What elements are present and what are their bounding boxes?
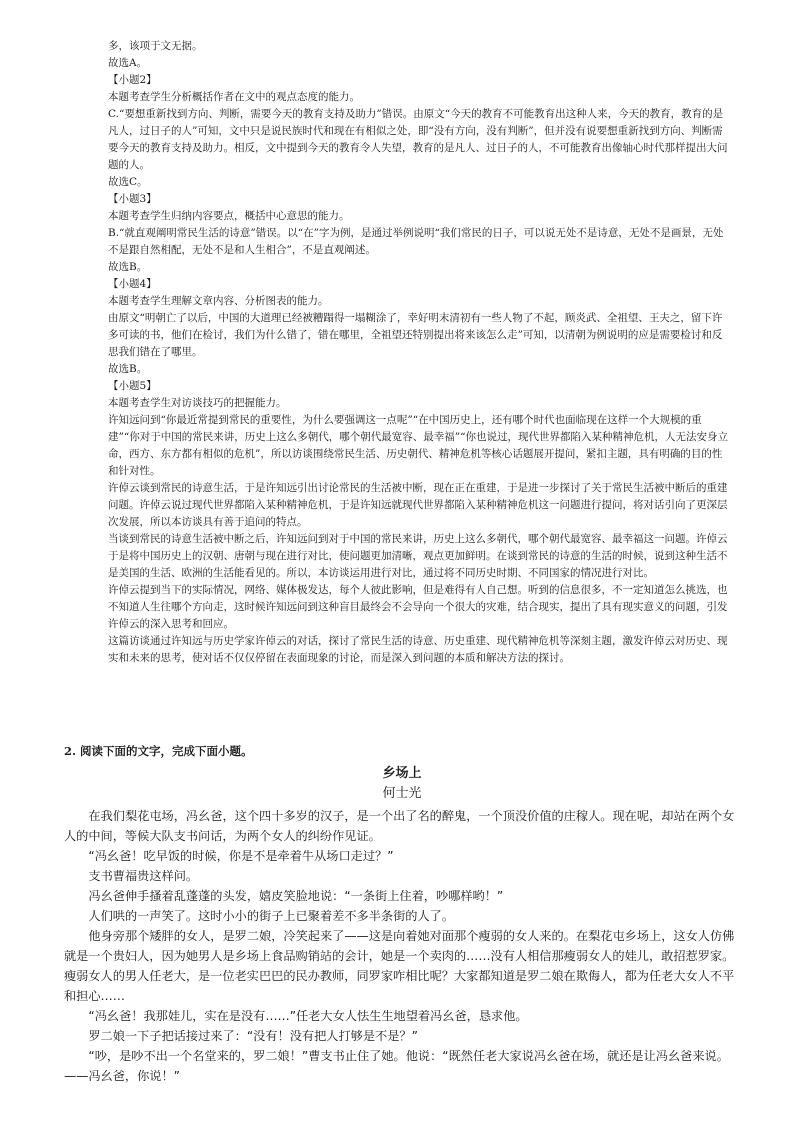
analysis-line: B.“就直观阐明常民生活的诗意”错误。以“在”字为例，是通过举例说明“我们常民的日子，可以说无处不是诗意，无处不是画景，无处不是跟自然相配，无处不是和人生相合”，不是直观阐述。 — [108, 227, 724, 256]
story-paragraph: “冯幺爸！我那娃儿，实在是没有……”任老大女人怯生生地望着冯幺爸，恳求他。 — [88, 1009, 528, 1023]
analysis-line: 本题考查学生分析概括作者在文中的观点态度的能力。 — [108, 91, 360, 103]
story-paragraph: 罗二娘一下子把话接过来了：“没有！没有把人打够是不是？” — [88, 1029, 418, 1043]
analysis-line: 本题考查学生对访谈技巧的把握能力。 — [108, 397, 287, 409]
story-paragraph: 支书曹福贵这样问。 — [88, 869, 199, 883]
analysis-line: 【小题4】 — [108, 278, 157, 290]
analysis-line: 这篇访谈通过许知远与历史学家许倬云的对话，探讨了常民生活的诗意、历史重建、现代精神危机等深刻主题，激发许倬云对历史、现实和未来的思考，使对话不仅仅停留在表面现象的讨论，而是深入到问题的本质和解决方法的探讨。 — [108, 635, 728, 664]
analysis-line: 【小题2】 — [108, 74, 157, 86]
story-author: 何士光 — [382, 786, 422, 801]
analysis-line: 多，该项于文无据。 — [108, 40, 203, 52]
analysis-line: 本题考查学生归纳内容要点，概括中心意思的能力。 — [108, 210, 350, 222]
analysis-line: 【小题5】 — [108, 380, 157, 392]
story-paragraph: 人们哄的一声笑了。这时小小的街子上已聚着差不多半条街的人了。 — [88, 909, 455, 923]
analysis-line: 许倬云提到当下的实际情况，网络、媒体极发达，每个人彼此影响，但是难得有人自己想。听到的信息很多，不一定知道怎么挑选，也不知道人生往哪个方向走，这时候许知远问到这种盲目最终会不会导向一个很大的灾难，结合现实，提出了具有现实意义的问题，引发许倬云的深入思考和回应。 — [108, 584, 728, 630]
story-paragraph: 他身旁那个矮胖的女人，是罗二娘，冷笑起来了——这是向着她对面那个瘦弱的女人来的。在梨花屯乡场上，这女人仿佛就是一个贵妇人，因为她男人是乡场上食品购销站的会计，她是一个卖肉的……没有人相信那瘦弱女人的娃儿，敢招惹罗家。瘦弱女人的男人任老大，是一位老实巴巴的民办教师，同罗家咋相比呢？大家都知道是罗二娘在欺侮人，都为任老大女人不平和担心…… — [64, 929, 735, 1003]
analysis-line: 故选B。 — [108, 261, 148, 273]
analysis-line: 许倬云谈到常民的诗意生活，于是许知远引出讨论常民的生活被中断，现在正在重建，于是进一步探讨了关于常民生活被中断后的重建问题。许倬云说过现代世界都陷入某种精神危机，于是许知远就现代世界都陷入某种精神危机这一问题进行提问，将对话引向了更深层次发展，所以本访谈具有善于追问的特点。 — [108, 482, 728, 528]
analysis-line: 当谈到常民的诗意生活被中断之后，许知远问到对于中国的常民来讲，历史上这么多朝代，哪个朝代最宽容、最幸福这一问题。许倬云于是将中国历史上的汉朝、唐朝与现在进行对比，使问题更加清晰，观点更加鲜明。在谈到常民的诗意的生活的时候，说到这种生活不是美国的生活、欧洲的生活能看见的。所以，本访谈运用进行对比，通过将不同历史时期、不同国家的情况进行对比。 — [108, 533, 728, 579]
story-body — [64, 806, 740, 1086]
question-heading: 2. 阅读下面的文字，完成下面小题。 — [64, 744, 253, 758]
story-paragraph: 在我们梨花屯场，冯幺爸，这个四十多岁的汉子，是一个出了名的醉鬼，一个顶没价值的庄稼人。现在呢，却站在两个女人的中间，等候大队支书问话，为两个女人的纠纷作见证。 — [64, 809, 735, 843]
story-paragraph: “冯幺爸！吃早饭的时候，你是不是牵着牛从场口走过？” — [88, 849, 394, 863]
analysis-line: 本题考查学生理解文章内容、分析图表的能力。 — [108, 295, 329, 307]
analysis-line: 故选A。 — [108, 57, 148, 69]
analysis-line: 许知远问到“你最近常提到常民的重要性，为什么要强调这一点呢”“在中国历史上，还有哪个时代也面临现在这样一个大规模的重建”“你对于中国的常民来讲，历史上这么多朝代，哪个朝代最宽容、最幸福”“你也说过，现代世界都陷入某种精神危机，人无法安身立命，西方、东方都有相似的危机”，所以访谈围绕常民生活、历史朝代、精神危机等核心话题展开提问，紧扣主题，具有明确的目的性和针对性。 — [108, 414, 728, 477]
analysis-line: 【小题3】 — [108, 193, 157, 205]
analysis-line: 由原文“明朝亡了以后，中国的大道理已经被糟蹋得一塌糊涂了，幸好明末清初有一些人物了不起，顾炎武、全祖望、王夫之，留下许多可读的书，他们在检讨，我们为什么错了，错在哪里，全祖望还特别提出将来该怎么走”可知，以清朝为例说明的应是需要检讨和反思我们错在了哪里。 — [108, 312, 723, 358]
analysis-line: 故选C。 — [108, 176, 148, 188]
analysis-line: 故选B。 — [108, 363, 148, 375]
analysis-line: C.“要想重新找到方向、判断，需要今天的教育支持及助力”错误。由原文“今天的教育不可能教育出这种人来，今天的教育，教育的是凡人，过日子的人”可知，文中只是说民族时代和现在有相似之处，即“没有方向，没有判断”，但并没有说要想重新找到方向、判断需要今天的教育支持及助力。相反，文中提到今天的教育令人失望，教育的是凡人、过日子的人，不可能教育出像轴心时代那样提出大问题的人。 — [108, 108, 728, 171]
story-title: 乡场上 — [382, 766, 422, 781]
story-paragraph: “吵，是吵不出一个名堂来的，罗二娘！”曹支书止住了她。他说：“既然任老大家说冯幺爸在场，就还是让冯幺爸来说。——冯幺爸，你说！” — [64, 1049, 729, 1083]
story-paragraph: 冯幺爸伸手搔着乱蓬蓬的头发，嬉皮笑脸地说：“一条街上住着，吵哪样哟！” — [88, 889, 504, 903]
question-2 — [64, 742, 740, 1086]
answer-analysis — [108, 38, 728, 667]
